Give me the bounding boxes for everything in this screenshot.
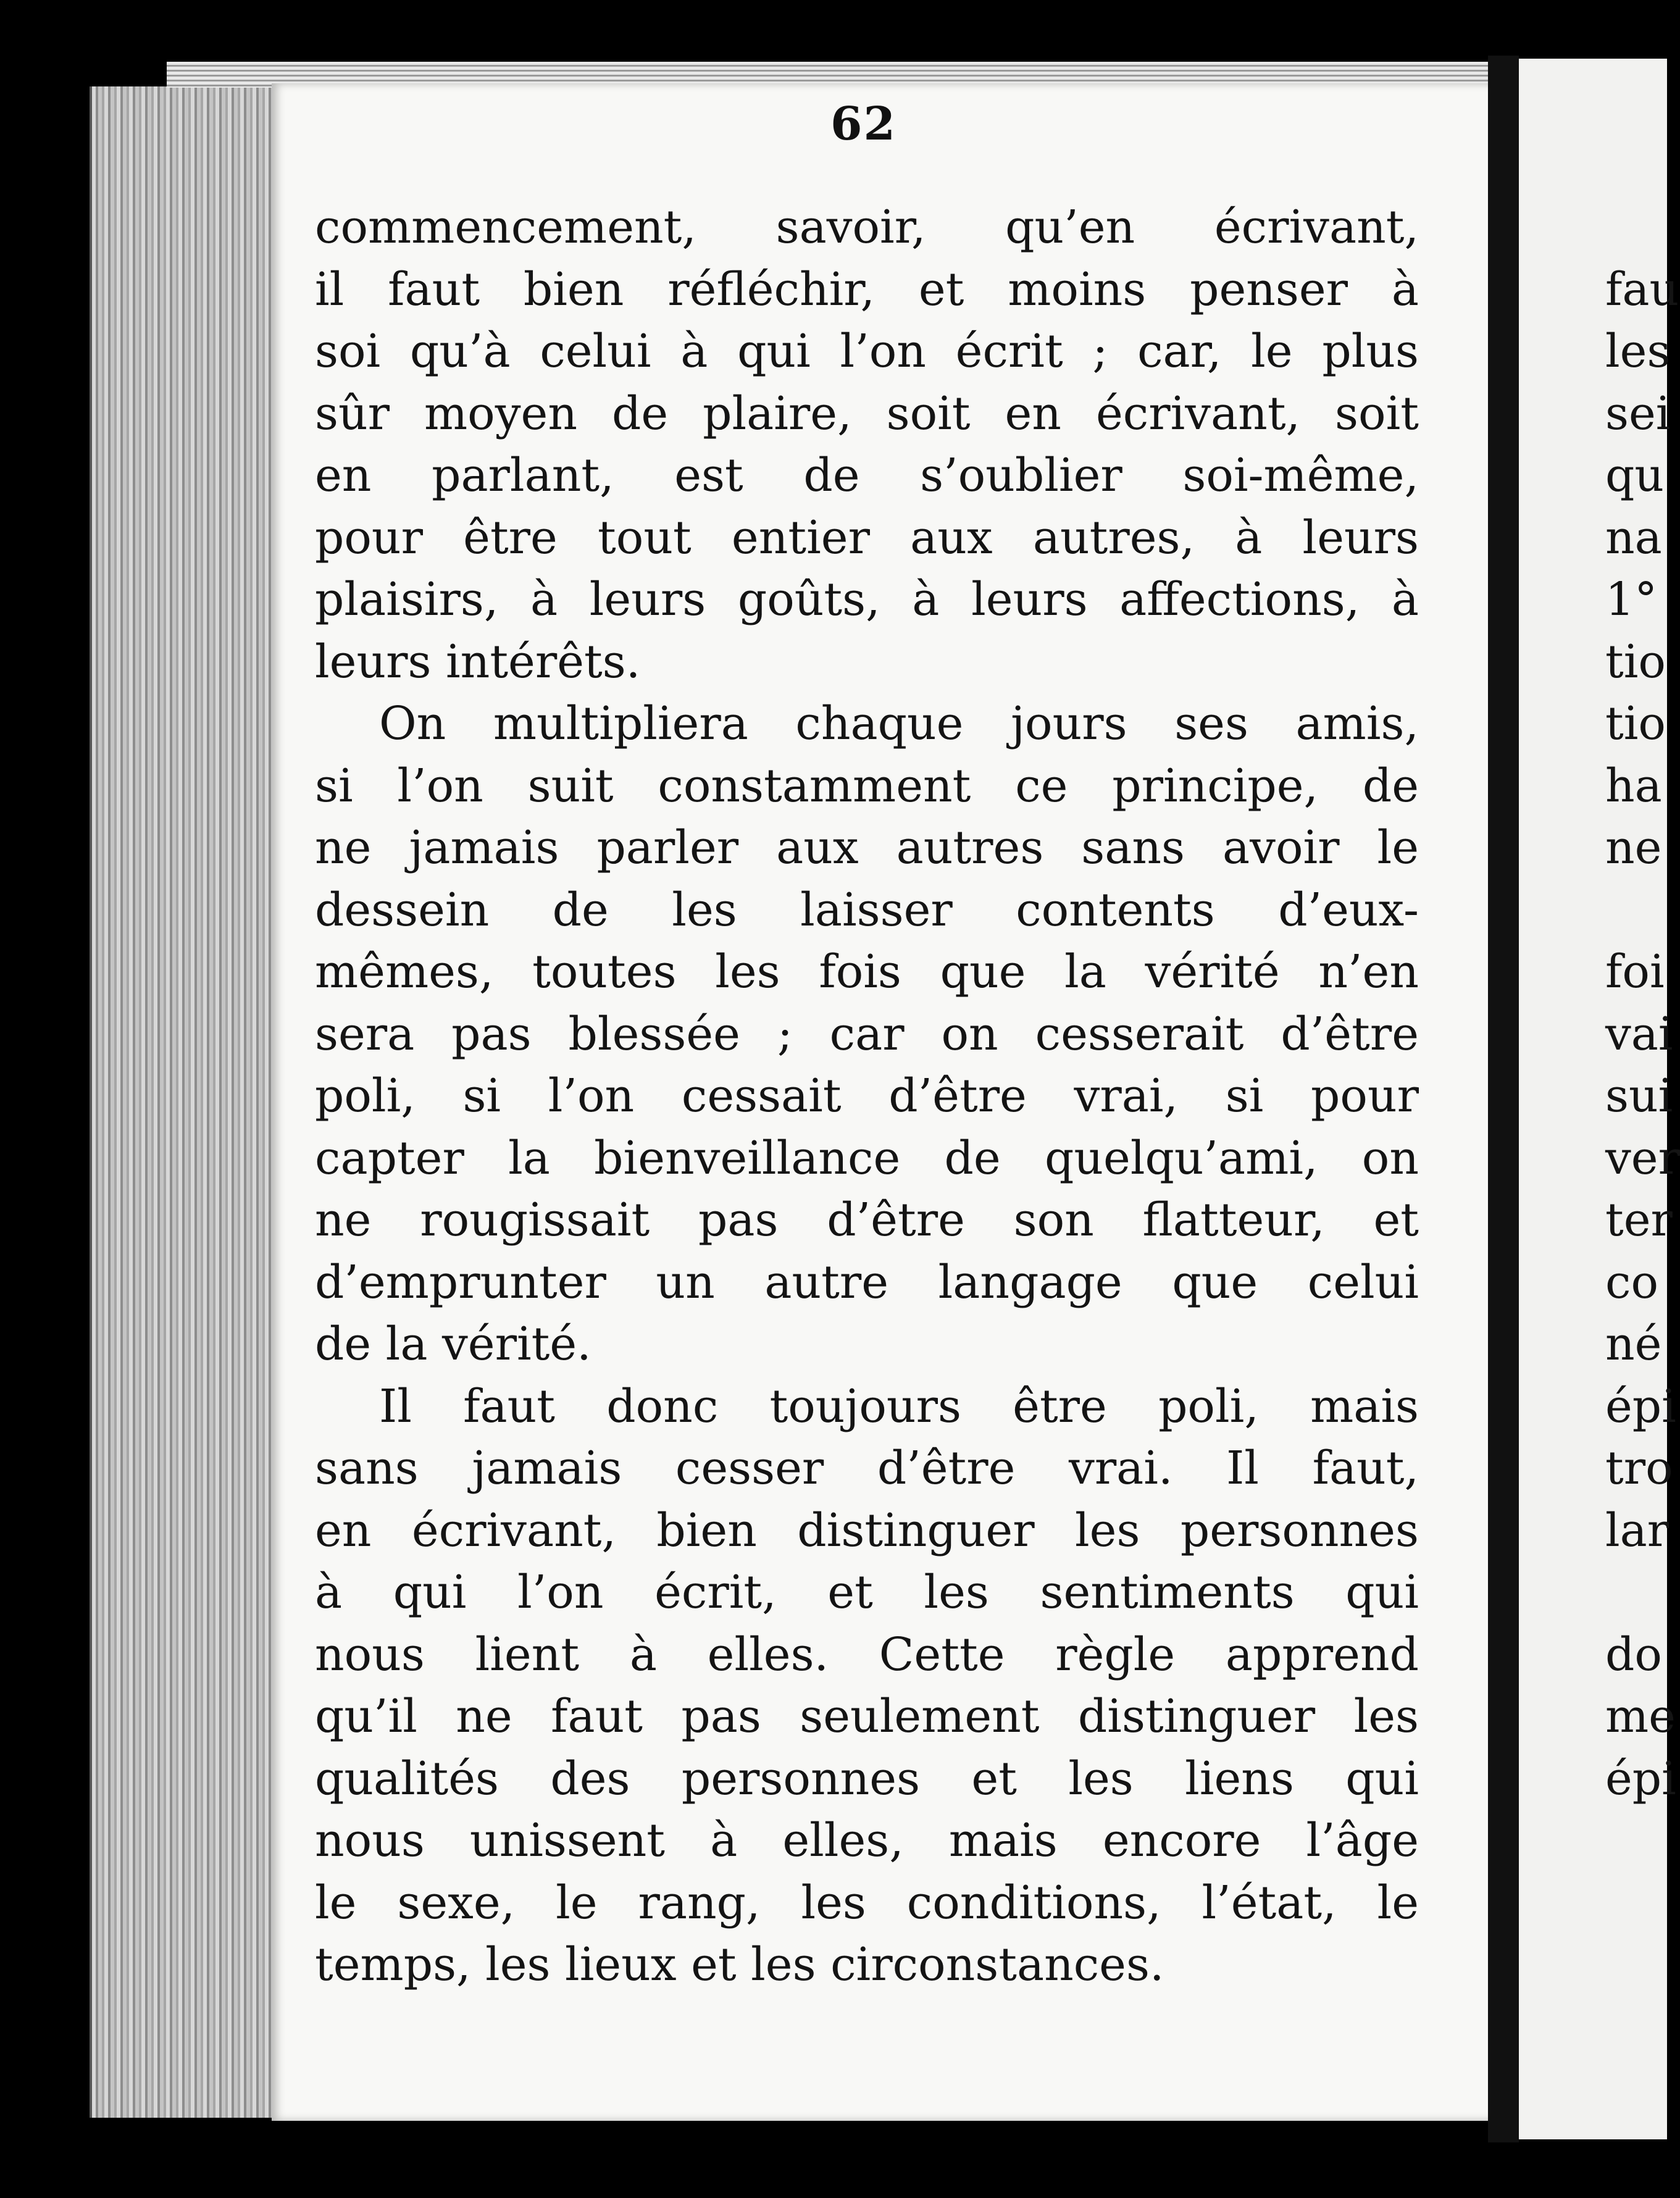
facing-text-line: les: [1605, 325, 1671, 378]
paragraph-2: [315, 693, 1419, 1376]
facing-text-line: me: [1605, 1690, 1676, 1743]
text-line: si l’on suit constamment ce principe, de: [315, 759, 1419, 813]
paragraph-3: [315, 1376, 1419, 1996]
text-line: nous unissent à elles, mais encore l’âge: [315, 1814, 1419, 1867]
facing-text-line: épi: [1605, 1379, 1676, 1433]
text-line: dessein de les laisser contents d’eux-: [315, 883, 1419, 937]
text-line: mêmes, toutes les fois que la vérité n’en: [315, 945, 1419, 998]
text-line: qualités des personnes et les liens qui: [315, 1752, 1419, 1805]
text-line: sûr moyen de plaire, soit en écrivant, soit: [315, 387, 1419, 440]
facing-text-line: sui: [1605, 1069, 1673, 1122]
facing-text-line: ver: [1605, 1131, 1680, 1185]
text-line: ne jamais parler aux autres sans avoir le: [315, 821, 1419, 874]
facing-text-line: na: [1605, 511, 1662, 564]
text-line: pour être tout entier aux autres, à leurs: [315, 511, 1419, 564]
text-line: plaisirs, à leurs goûts, à leurs affections, à: [315, 573, 1419, 626]
paragraph-1: [315, 196, 1419, 693]
text-line: sans jamais cesser d’être vrai. Il faut,: [315, 1442, 1419, 1495]
facing-text-line: do: [1605, 1628, 1662, 1681]
text-line: de la vérité.: [315, 1318, 591, 1371]
text-line: qu’il ne faut pas seulement distinguer les: [315, 1690, 1419, 1743]
facing-text-line: co: [1605, 1255, 1658, 1309]
facing-text-line: né: [1605, 1318, 1662, 1371]
text-line: capter la bienveillance de quelqu’ami, on: [315, 1131, 1419, 1185]
text-line: poli, si l’on cessait d’être vrai, si pour: [315, 1069, 1419, 1122]
text-line: nous lient à elles. Cette règle apprend: [315, 1628, 1419, 1681]
text-line: le sexe, le rang, les conditions, l’état, le: [315, 1876, 1419, 1929]
facing-text-line: tro: [1605, 1442, 1673, 1495]
facing-text-line: ha: [1605, 759, 1662, 813]
facing-text-line: foi: [1605, 945, 1665, 998]
text-line: commencement, savoir, qu’en écrivant,: [315, 201, 1419, 254]
page-number: 62: [830, 98, 896, 151]
facing-text-line: tio: [1605, 635, 1666, 688]
page-body-text: [315, 196, 1419, 1996]
facing-text-line: 1°: [1605, 573, 1658, 626]
text-line: soi qu’à celui à qui l’on écrit ; car, le plus: [315, 325, 1419, 378]
text-line: il faut bien réfléchir, et moins penser à: [315, 262, 1419, 316]
text-line: temps, les lieux et les circonstances.: [315, 1938, 1164, 1991]
facing-text-line: ter: [1605, 1193, 1673, 1247]
text-line: Il faut donc toujours être poli, mais: [379, 1379, 1419, 1433]
facing-text-line: vai: [1605, 1007, 1673, 1061]
text-line: d’emprunter un autre langage que celui: [315, 1255, 1419, 1309]
facing-text-line: lar: [1605, 1503, 1670, 1557]
facing-text-line: tio: [1605, 697, 1666, 750]
text-line: leurs intérêts.: [315, 635, 641, 688]
stacked-page-edges: [90, 86, 296, 2118]
text-line: à qui l’on écrit, et les sentiments qui: [315, 1566, 1419, 1619]
text-line: sera pas blessée ; car on cesserait d’être: [315, 1007, 1419, 1061]
text-line: On multipliera chaque jours ses amis,: [379, 697, 1419, 750]
facing-page-text: [1605, 196, 1680, 1810]
facing-text-line: fau: [1605, 262, 1679, 316]
facing-text-line: épi: [1605, 1752, 1676, 1805]
text-line: ne rougissait pas d’être son flatteur, et: [315, 1193, 1419, 1247]
facing-text-line: [1605, 1561, 1667, 1624]
facing-text-line: ne: [1605, 821, 1662, 874]
text-line: en parlant, est de s’oublier soi-même,: [315, 449, 1419, 502]
book-gutter: [1488, 56, 1519, 2142]
facing-text-line: [1605, 879, 1667, 942]
facing-text-line: [1605, 196, 1667, 259]
text-line: en écrivant, bien distinguer les personnes: [315, 1503, 1419, 1557]
facing-text-line: sei: [1605, 387, 1671, 440]
facing-text-line: qu: [1605, 449, 1665, 502]
